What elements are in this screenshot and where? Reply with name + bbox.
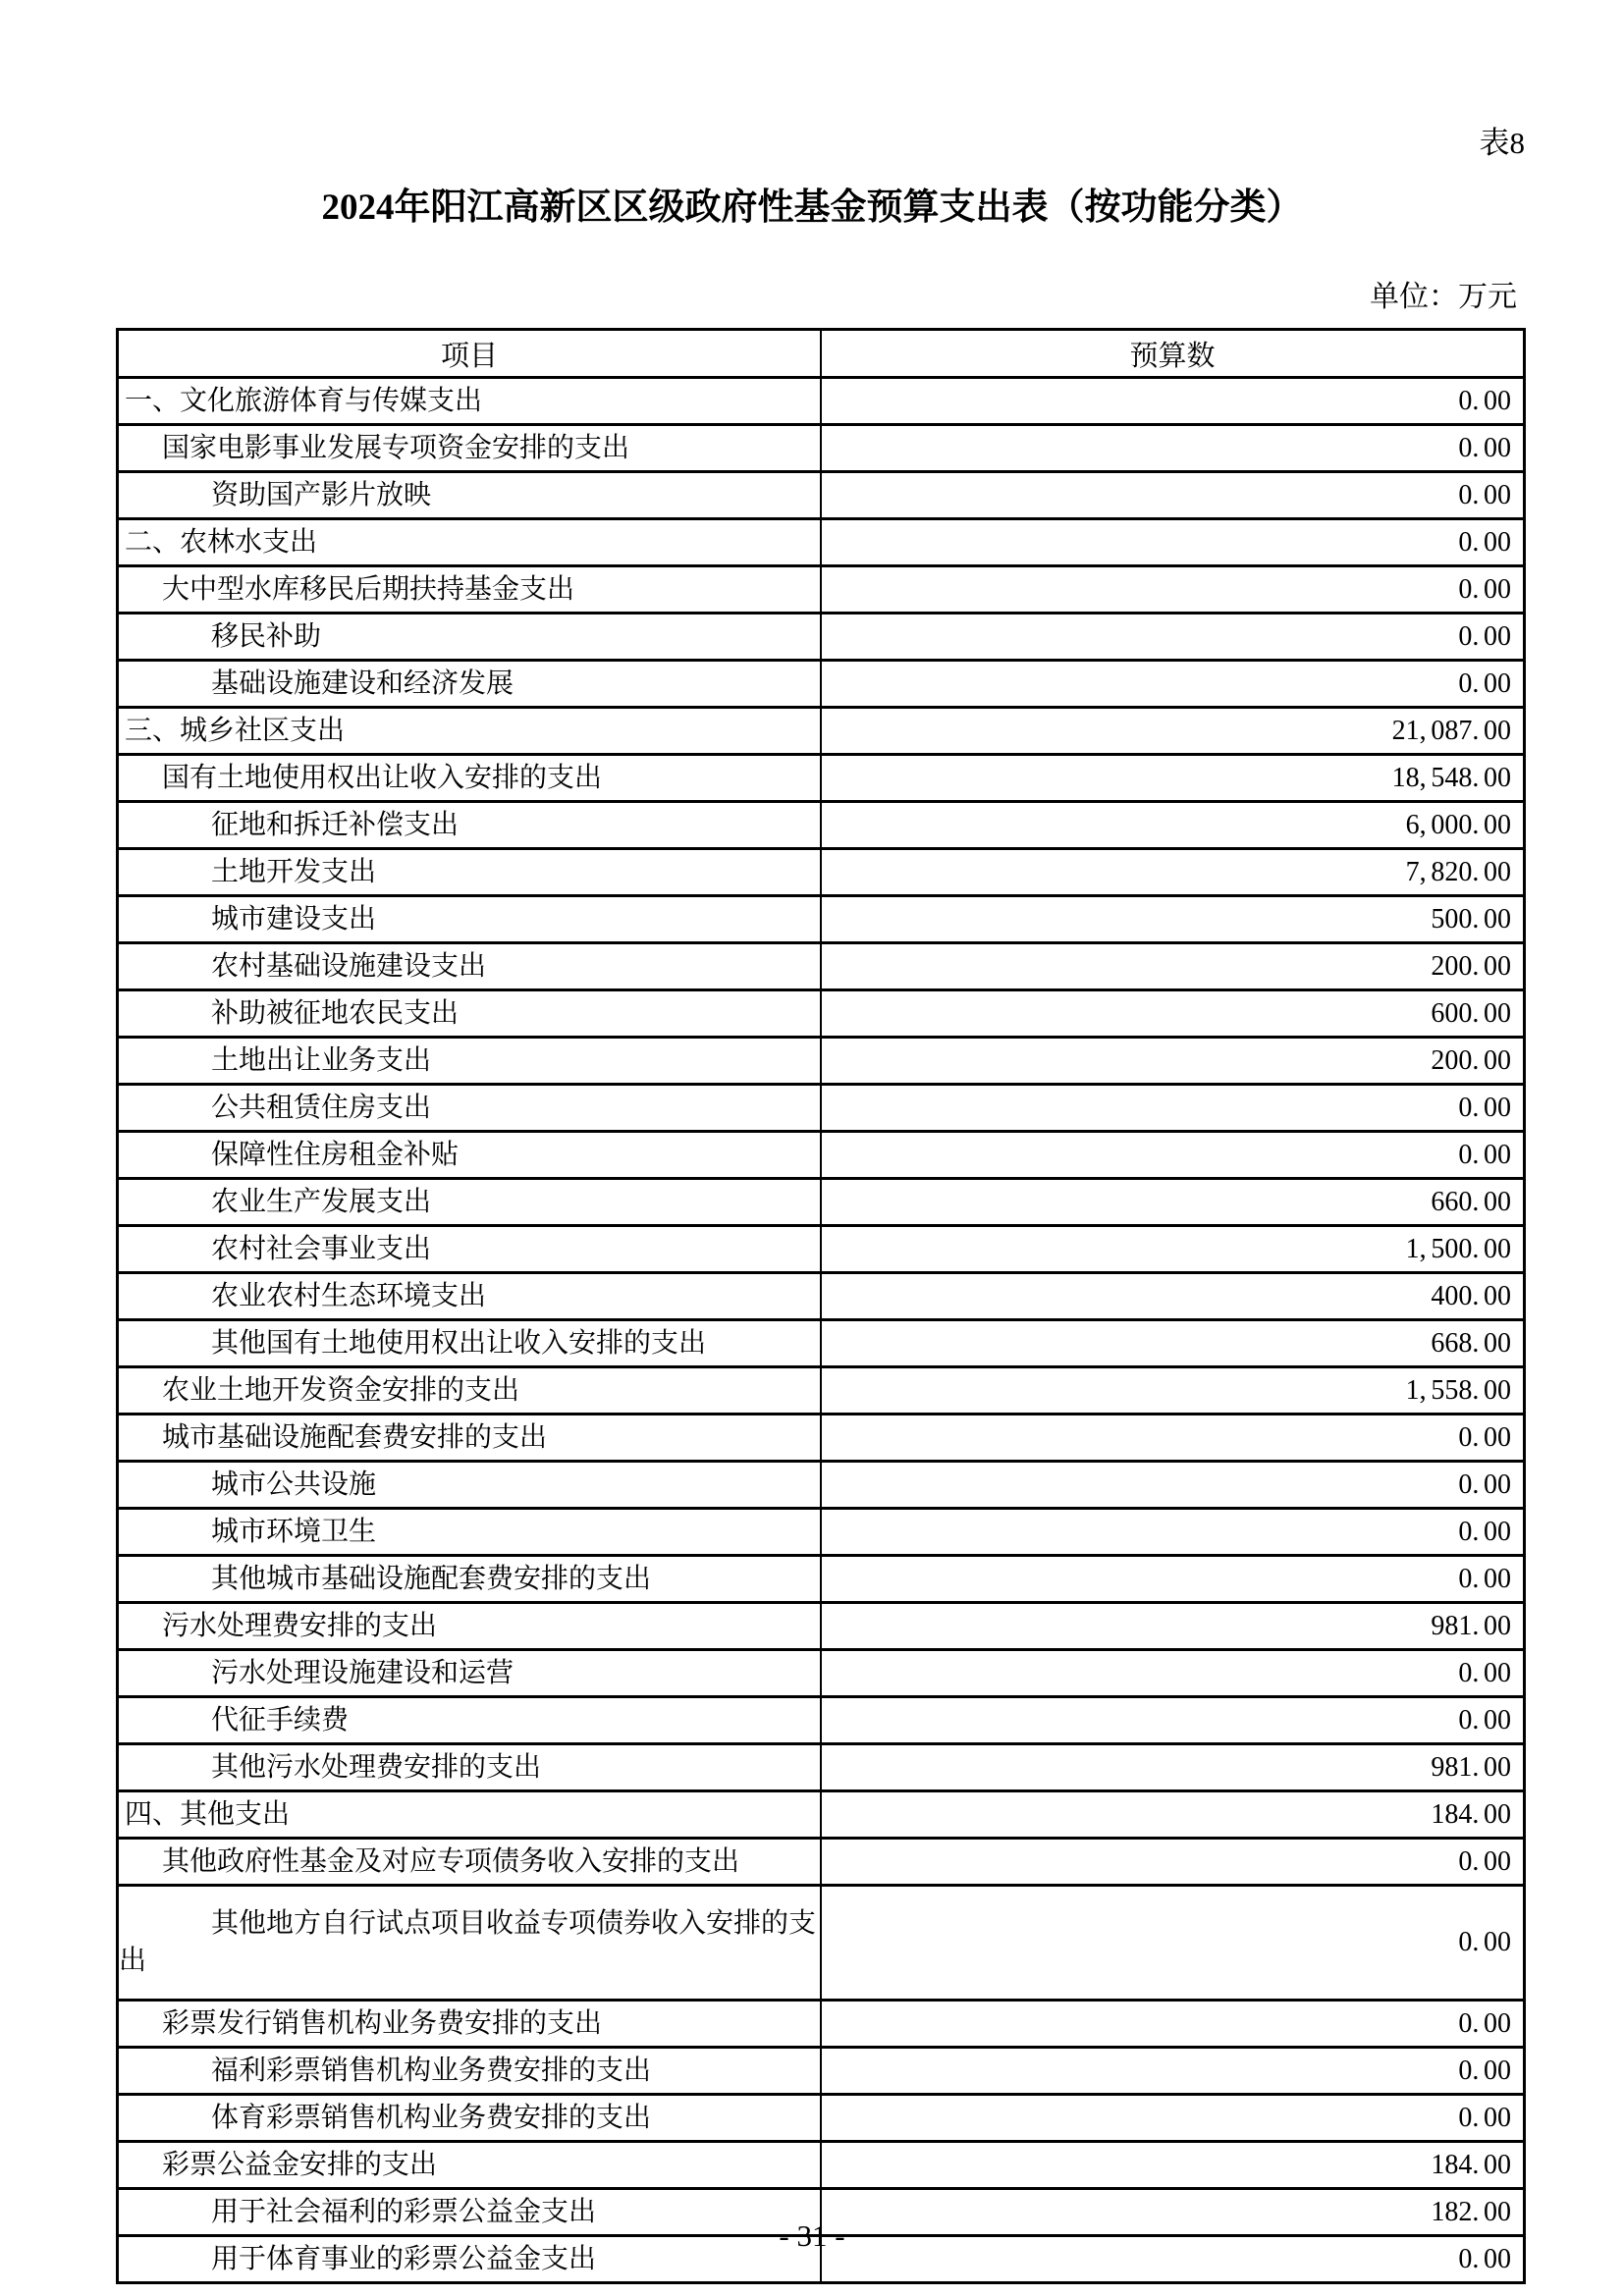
budget-value-cell: 0. 00 bbox=[821, 661, 1525, 708]
budget-table-body bbox=[118, 378, 1525, 2283]
table-row bbox=[118, 1556, 1525, 1603]
item-label: 征地和拆迁补偿支出 bbox=[211, 809, 460, 840]
budget-value-cell: 0. 00 bbox=[821, 1839, 1525, 1886]
budget-value-cell: 184. 00 bbox=[821, 2142, 1525, 2189]
item-cell bbox=[118, 1839, 822, 1886]
item-cell bbox=[118, 1603, 822, 1650]
item-cell bbox=[118, 849, 822, 896]
item-cell bbox=[118, 1509, 822, 1556]
budget-value-cell: 0. 00 bbox=[821, 1085, 1525, 1132]
item-label: 保障性住房租金补贴 bbox=[211, 1139, 460, 1170]
budget-value-cell: 0. 00 bbox=[821, 1415, 1525, 1462]
table-row bbox=[118, 1132, 1525, 1179]
item-cell bbox=[118, 943, 822, 990]
item-label: 其他国有土地使用权出让收入安排的支出 bbox=[211, 1327, 707, 1359]
table-row bbox=[118, 425, 1525, 472]
item-label: 一、文化旅游体育与传媒支出 bbox=[125, 385, 483, 416]
table-row bbox=[118, 1697, 1525, 1744]
item-label: 福利彩票销售机构业务费安排的支出 bbox=[211, 2055, 652, 2086]
item-cell bbox=[118, 566, 822, 614]
item-cell bbox=[118, 1791, 822, 1839]
budget-value-cell: 0. 00 bbox=[821, 425, 1525, 472]
column-header-item: 项目 bbox=[118, 330, 822, 378]
budget-value-cell: 0. 00 bbox=[821, 378, 1525, 425]
budget-value-cell: 0. 00 bbox=[821, 1132, 1525, 1179]
item-cell bbox=[118, 378, 822, 425]
budget-table-header bbox=[118, 330, 1525, 378]
table-row bbox=[118, 755, 1525, 802]
column-header-budget: 预算数 bbox=[821, 330, 1525, 378]
item-cell bbox=[118, 755, 822, 802]
item-cell bbox=[118, 1650, 822, 1697]
budget-value-cell: 1, 500. 00 bbox=[821, 1226, 1525, 1273]
item-label: 农村社会事业支出 bbox=[211, 1233, 432, 1264]
item-cell bbox=[118, 1367, 822, 1415]
item-label: 土地开发支出 bbox=[211, 856, 377, 887]
budget-table bbox=[116, 328, 1526, 2284]
item-label: 资助国产影片放映 bbox=[211, 479, 432, 510]
table-row bbox=[118, 2142, 1525, 2189]
item-cell bbox=[118, 2001, 822, 2048]
item-label: 其他污水处理费安排的支出 bbox=[211, 1751, 542, 1783]
table-row bbox=[118, 1415, 1525, 1462]
item-cell bbox=[118, 1273, 822, 1320]
item-cell bbox=[118, 1226, 822, 1273]
item-cell bbox=[118, 1415, 822, 1462]
page-title: 2024年阳江高新区区级政府性基金预算支出表（按功能分类） bbox=[321, 187, 1303, 228]
table-row bbox=[118, 708, 1525, 755]
item-cell bbox=[118, 614, 822, 661]
item-cell bbox=[118, 425, 822, 472]
table-row bbox=[118, 1650, 1525, 1697]
budget-value-cell: 200. 00 bbox=[821, 1038, 1525, 1085]
item-label: 四、其他支出 bbox=[125, 1798, 291, 1830]
item-cell bbox=[118, 1038, 822, 1085]
table-row bbox=[118, 1839, 1525, 1886]
item-cell bbox=[118, 1462, 822, 1509]
table-row bbox=[118, 1791, 1525, 1839]
table-row bbox=[118, 1273, 1525, 1320]
table-row bbox=[118, 378, 1525, 425]
table-row bbox=[118, 2048, 1525, 2095]
item-label: 移民补助 bbox=[211, 620, 322, 652]
table-row bbox=[118, 2095, 1525, 2142]
table-row bbox=[118, 1367, 1525, 1415]
table-row bbox=[118, 566, 1525, 614]
table-row bbox=[118, 943, 1525, 990]
table-row bbox=[118, 990, 1525, 1038]
table-row bbox=[118, 1509, 1525, 1556]
budget-value-cell: 0. 00 bbox=[821, 2048, 1525, 2095]
budget-value-cell: 0. 00 bbox=[821, 472, 1525, 519]
item-label: 其他城市基础设施配套费安排的支出 bbox=[211, 1563, 652, 1594]
item-cell bbox=[118, 1886, 822, 2001]
item-label: 公共租赁住房支出 bbox=[211, 1092, 432, 1123]
table-row bbox=[118, 802, 1525, 849]
item-label: 城市基础设施配套费安排的支出 bbox=[162, 1421, 548, 1453]
item-label: 代征手续费 bbox=[211, 1704, 350, 1735]
item-label: 国有土地使用权出让收入安排的支出 bbox=[162, 762, 603, 793]
item-cell bbox=[118, 661, 822, 708]
item-cell bbox=[118, 1697, 822, 1744]
budget-value-cell: 668. 00 bbox=[821, 1320, 1525, 1367]
budget-value-cell: 0. 00 bbox=[821, 2095, 1525, 2142]
budget-value-cell: 600. 00 bbox=[821, 990, 1525, 1038]
item-label: 三、城乡社区支出 bbox=[125, 715, 346, 746]
item-cell bbox=[118, 802, 822, 849]
budget-value-cell: 0. 00 bbox=[821, 2001, 1525, 2048]
item-cell bbox=[118, 896, 822, 943]
budget-value-cell: 184. 00 bbox=[821, 1791, 1525, 1839]
table-row bbox=[118, 2001, 1525, 2048]
item-label: 补助被征地农民支出 bbox=[211, 997, 460, 1029]
unit-label: 单位：万元 bbox=[1370, 281, 1517, 313]
budget-value-cell: 0. 00 bbox=[821, 1509, 1525, 1556]
budget-value-cell: 0. 00 bbox=[821, 519, 1525, 566]
table-row bbox=[118, 849, 1525, 896]
item-cell bbox=[118, 1320, 822, 1367]
item-cell bbox=[118, 2142, 822, 2189]
budget-value-cell: 500. 00 bbox=[821, 896, 1525, 943]
item-label: 农业生产发展支出 bbox=[211, 1186, 432, 1217]
budget-value-cell: 6, 000. 00 bbox=[821, 802, 1525, 849]
budget-value-cell: 1, 558. 00 bbox=[821, 1367, 1525, 1415]
budget-value-cell: 200. 00 bbox=[821, 943, 1525, 990]
item-label: 国家电影事业发展专项资金安排的支出 bbox=[162, 432, 630, 463]
item-label: 农业农村生态环境支出 bbox=[211, 1280, 487, 1311]
budget-value-cell: 981. 00 bbox=[821, 1603, 1525, 1650]
item-label: 其他政府性基金及对应专项债务收入安排的支出 bbox=[162, 1845, 740, 1877]
item-label: 彩票发行销售机构业务费安排的支出 bbox=[162, 2007, 603, 2039]
item-cell bbox=[118, 1179, 822, 1226]
budget-value-cell: 0. 00 bbox=[821, 1886, 1525, 2001]
budget-value-cell: 18, 548. 00 bbox=[821, 755, 1525, 802]
item-label: 二、农林水支出 bbox=[125, 526, 318, 558]
item-cell bbox=[118, 1744, 822, 1791]
item-label: 土地出让业务支出 bbox=[211, 1044, 432, 1076]
budget-value-cell: 981. 00 bbox=[821, 1744, 1525, 1791]
item-label: 城市环境卫生 bbox=[211, 1516, 377, 1547]
item-label: 污水处理设施建设和运营 bbox=[211, 1657, 514, 1688]
budget-value-cell: 660. 00 bbox=[821, 1179, 1525, 1226]
table-number-tag: 表8 bbox=[1479, 126, 1525, 160]
item-label: 大中型水库移民后期扶持基金支出 bbox=[162, 573, 575, 605]
table-row bbox=[118, 1226, 1525, 1273]
budget-value-cell: 0. 00 bbox=[821, 2236, 1525, 2283]
page-number: - 31 - bbox=[779, 2218, 845, 2253]
item-label: 农村基础设施建设支出 bbox=[211, 950, 487, 982]
budget-value-cell: 0. 00 bbox=[821, 614, 1525, 661]
item-label: 农业土地开发资金安排的支出 bbox=[162, 1374, 520, 1406]
item-label: 彩票公益金安排的支出 bbox=[162, 2149, 438, 2180]
item-label: 其他地方自行试点项目收益专项债券收入安排的支出 bbox=[119, 1908, 817, 1976]
item-label: 用于体育事业的彩票公益金支出 bbox=[211, 2243, 597, 2274]
table-row bbox=[118, 1320, 1525, 1367]
budget-value-cell: 182. 00 bbox=[821, 2189, 1525, 2236]
item-cell bbox=[118, 2048, 822, 2095]
budget-value-cell: 0. 00 bbox=[821, 1650, 1525, 1697]
item-cell bbox=[118, 990, 822, 1038]
item-cell bbox=[118, 519, 822, 566]
budget-value-cell: 0. 00 bbox=[821, 1462, 1525, 1509]
item-label: 城市公共设施 bbox=[211, 1468, 377, 1500]
budget-value-cell: 0. 00 bbox=[821, 566, 1525, 614]
table-row bbox=[118, 1038, 1525, 1085]
table-row bbox=[118, 472, 1525, 519]
table-row bbox=[118, 1179, 1525, 1226]
item-cell bbox=[118, 1556, 822, 1603]
table-row bbox=[118, 614, 1525, 661]
item-label: 用于社会福利的彩票公益金支出 bbox=[211, 2196, 597, 2227]
item-label: 城市建设支出 bbox=[211, 903, 377, 934]
item-label: 污水处理费安排的支出 bbox=[162, 1610, 438, 1641]
item-label: 基础设施建设和经济发展 bbox=[211, 667, 514, 699]
item-cell bbox=[118, 708, 822, 755]
budget-value-cell: 0. 00 bbox=[821, 1556, 1525, 1603]
table-row bbox=[118, 1603, 1525, 1650]
header-row bbox=[118, 330, 1525, 378]
item-cell bbox=[118, 1132, 822, 1179]
table-row bbox=[118, 1886, 1525, 2001]
budget-value-cell: 7, 820. 00 bbox=[821, 849, 1525, 896]
budget-value-cell: 21, 087. 00 bbox=[821, 708, 1525, 755]
table-row bbox=[118, 1462, 1525, 1509]
table-row bbox=[118, 661, 1525, 708]
table-row bbox=[118, 896, 1525, 943]
item-cell bbox=[118, 1085, 822, 1132]
budget-value-cell: 0. 00 bbox=[821, 1697, 1525, 1744]
item-label: 体育彩票销售机构业务费安排的支出 bbox=[211, 2102, 652, 2133]
budget-value-cell: 400. 00 bbox=[821, 1273, 1525, 1320]
table-row bbox=[118, 519, 1525, 566]
table-row bbox=[118, 1744, 1525, 1791]
table-row bbox=[118, 1085, 1525, 1132]
item-cell bbox=[118, 472, 822, 519]
item-cell bbox=[118, 2095, 822, 2142]
